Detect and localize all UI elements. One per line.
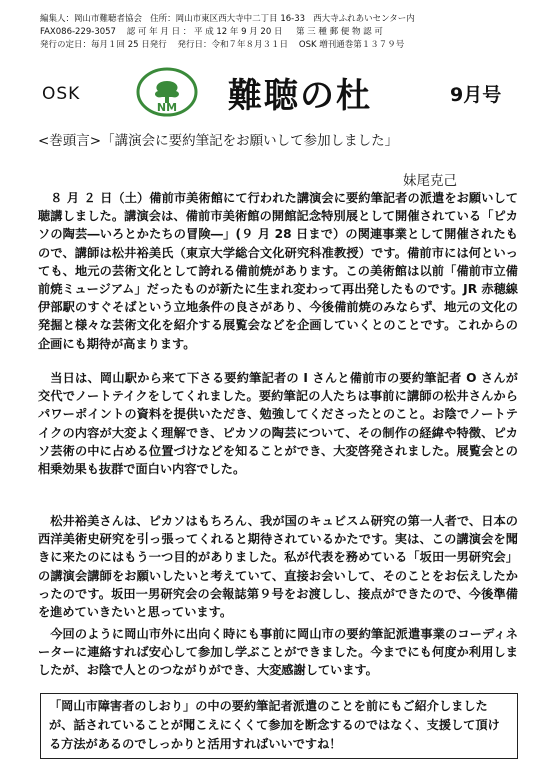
header-editor-line: [40, 14, 540, 25]
paragraph-2: [38, 369, 518, 478]
publish-date: 発行日：令和７年８月３１日: [177, 40, 289, 50]
paragraph-text: ８ 月 ２ 日（土）備前市美術館にて行われた講演会に要約筆記者の派遣をお願いして聴講しました。講演会は、備前市美術館の開館記念特別展として開催されている「ピカソの陶芸―いろとかたちの冒険―」(９ 月 28 日まで）の関連事業として開催されたもので、講師は松井裕美氏（東京大学総合文化研究科准教授）です。備前市には何といっても、地元の芸術文化として誇れる備前焼があります。この美術館は以前「備前市立備前焼ミュージアム」だったものが新たに生まれ変わって再出発したものです。JR 赤穂線伊部駅のすぐそばという立地条件の良さがあり、今後備前焼のみならず、地元の文化の発掘と様々な芸術文化を紹介する展覧会などを企画していくとのことです。これからの企画にも期待が高まります。: [38, 191, 518, 351]
logo-letters: NM: [156, 101, 178, 114]
address: 住所：岡山市東区西大寺中二丁目 16-33: [150, 14, 306, 24]
paragraph-1: [38, 189, 518, 353]
header-issue-line: [40, 40, 540, 51]
paragraph-text: 今回のように岡山市外に出向く時にも事前に岡山市の要約筆記派遣事業のコーディネーターに連絡すれば安心して参加し学ぶことができました。今までにも何度か利用しましたが、お陰で人とのつながりができ、大変感謝しています。: [38, 627, 518, 678]
issue-number: OSK 増刊通巻第１３７９号: [298, 40, 405, 50]
article-author: 妹尾克己: [403, 173, 457, 189]
editor: 編集人：岡山市難聴者協会: [40, 14, 143, 24]
issue-month: 9月号: [450, 84, 502, 106]
tree-logo-icon: [136, 67, 198, 117]
publish-schedule: 発行の定日：毎月１回 25 日発行: [40, 40, 167, 50]
org-name: OSK: [42, 84, 81, 104]
fax-number: FAX086-229-3057: [40, 27, 116, 37]
paragraph-text: 松井裕美さんは、ピカソはもちろん、我が国のキュビスム研究の第一人者で、日本の西洋美術史研究を引っ張ってくれると期待されているかたです。実は、この講演会を聞きに来たのにはもう一つ目的がありました。私が代表を務めている「坂田一男研究会」の講演会講師をお願いしたいと考えていて、直接お会いして、そのことをお伝えしたかったのです。坂田一男研究会の会報誌第９号をお渡しし、接点ができたので、今後準備を進めていきたいと思っています。: [38, 514, 518, 620]
address-building: 西大寺ふれあいセンター内: [313, 14, 415, 24]
paragraph-text: 当日は、岡山駅から来て下さる要約筆記者の I さんと備前市の要約筆記者 O さんが交代でノートテイクをしてくれました。要約筆記の人たちは事前に講師の松井さんからパワーポイントの資料を提供いただき、勉強してくださったとのこと。お陰でノートテイクの内容が大変よく理解でき、ピカソの陶芸について、その制作の経緯や特徴、ピカソ芸術の中に占める位置づけなどを知ることができ、大変啓発されました。展覧会との相乗効果も抜群で面白い内容でした。: [38, 371, 518, 477]
paragraph-4: [38, 625, 518, 680]
article-heading: <巻頭言>「講演会に要約筆記をお願いして参加しました」: [38, 133, 399, 149]
approval-date: 認 可 年 月 日 ： 平 成 12 年 9 月 20 日: [126, 27, 283, 37]
paragraph-3: [38, 512, 518, 621]
header-fax-line: [40, 27, 540, 38]
postal-class: 第 三 種 郵 便 物 認 可: [295, 27, 383, 37]
newsletter-title: 難聴の杜: [228, 76, 372, 116]
masthead: [40, 62, 535, 120]
note-box: 「岡山市障害者のしおり」の中の要約筆記者派遣のことを前にもご紹介しましたが、話されていることが聞こえにくくて参加を断念するのではなく、支援して頂ける方法があるのでしっかりと活用すればいいですね！: [40, 693, 518, 759]
